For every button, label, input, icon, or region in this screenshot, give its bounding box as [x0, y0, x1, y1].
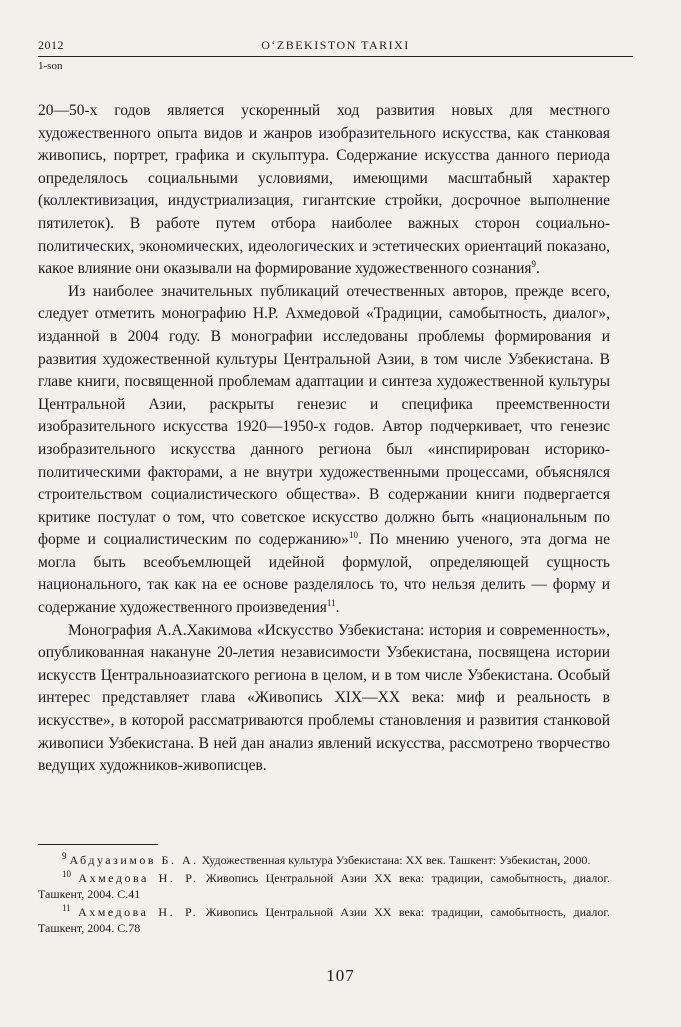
footnote-text: Живопись Центральной Азии XX века: традиции, самобытность, диалог. Ташкент, 2004. С.41	[38, 871, 610, 901]
footnote-ref: 11	[326, 597, 336, 608]
journal-title: O‘ZBEKISTON TARIXI	[261, 38, 410, 52]
paragraph-text: .	[536, 260, 540, 278]
issue-number: 1-son	[38, 60, 63, 72]
paragraph-text: 20—50-х годов является ускоренный ход развития новых для местного художественного опыта видов и жанров изобразительного искусства, как станковая живопись, портрет, графика и скульптура. Содержание искусства данного периода определялось социальными условиями, имеющими масштабный характер (коллективизация, индустриализация, гигантские стройки, досрочное выполнение пятилеток). В работе путем отбора наиболее важных сторон социально-политических, экономических, идеологических и эстетических ориентаций показано, какое влияние они оказывали на формирование художественного сознания	[38, 102, 610, 278]
footnote-author: Абдуазимов Б. А.	[69, 853, 199, 867]
footnote-ref: 9	[531, 259, 537, 269]
body-paragraph	[38, 620, 610, 778]
footnote-divider	[38, 844, 158, 845]
footnote-author: Ахмедова Н. Р.	[78, 905, 199, 919]
footnote-text: Художественная культура Узбекистана: XX век. Ташкент: Узбекистан, 2000.	[198, 853, 591, 867]
header-divider	[38, 56, 633, 57]
footnotes	[38, 852, 610, 938]
footnote-number: 11	[62, 903, 71, 913]
header-year: 2012	[38, 38, 64, 52]
body-paragraph	[38, 100, 610, 281]
footnote-number: 9	[62, 851, 67, 861]
footnote-number: 10	[62, 869, 71, 879]
paragraph-text: .	[335, 599, 340, 617]
paragraph-text: Из наиболее значительных публикаций отечественных авторов, прежде всего, следует отметить монографию Н.Р. Ахмедовой «Традиции, самобытность, диалог», изданной в 2004 году. В монографии исследованы проблемы формирования и развития художественной культуры Центральной Азии, в том числе Узбекистана. В главе книги, посвященной проблемам адаптации и синтеза художественной культуры Центральной Азии, раскрыты генезис и специфика преемственности изобразительного искусства 1920—1950-х годов. Автор подчеркивает, что генезис изобразительного искусства данного региона был «инспирирован историко-политическими факторами, а не внутри художественными процессами, объяснялся строительством социалистического общества». В содержании книги подвергается критике постулат о том, что советское искусство должно быть «национальным по форме и социалистическим по содержанию»	[38, 282, 610, 549]
footnote-item	[38, 870, 610, 902]
body-paragraph	[38, 281, 610, 620]
footnote-item	[38, 852, 610, 868]
footnote-author: Ахмедова Н. Р.	[78, 871, 199, 885]
footnote-item	[38, 904, 610, 936]
footnote-text: Живопись Центральной Азии XX века: традиции, самобытность, диалог. Ташкент, 2004. С.78	[38, 905, 610, 935]
running-header	[38, 38, 633, 58]
page-number: 107	[326, 966, 355, 985]
footnote-ref: 10	[348, 530, 358, 541]
paragraph-text: Монография А.А.Хакимова «Искусство Узбекистана: история и современность», опубликованная накануне 20-летия независимости Узбекистана, посвящена истории искусств Центральноазиатского региона в целом, и в том числе Узбекистана. Особый интерес представляет глава «Живопись XIX—XX века: миф и реальность в искусстве», в которой рассматриваются проблемы становления и развития станковой живописи Узбекистана. В ней дан анализ явлений искусства, рассмотрено творчество ведущих художников-живописцев.	[38, 621, 610, 775]
article-body	[38, 100, 610, 778]
paragraph-text: . По мнению ученого, эта догма не могла быть всеобъемлющей идейной формулой, определяющей сущность национального, так как на ее основе разделялось то, что нельзя делить — форму и содержание художественного произведения	[38, 531, 610, 617]
